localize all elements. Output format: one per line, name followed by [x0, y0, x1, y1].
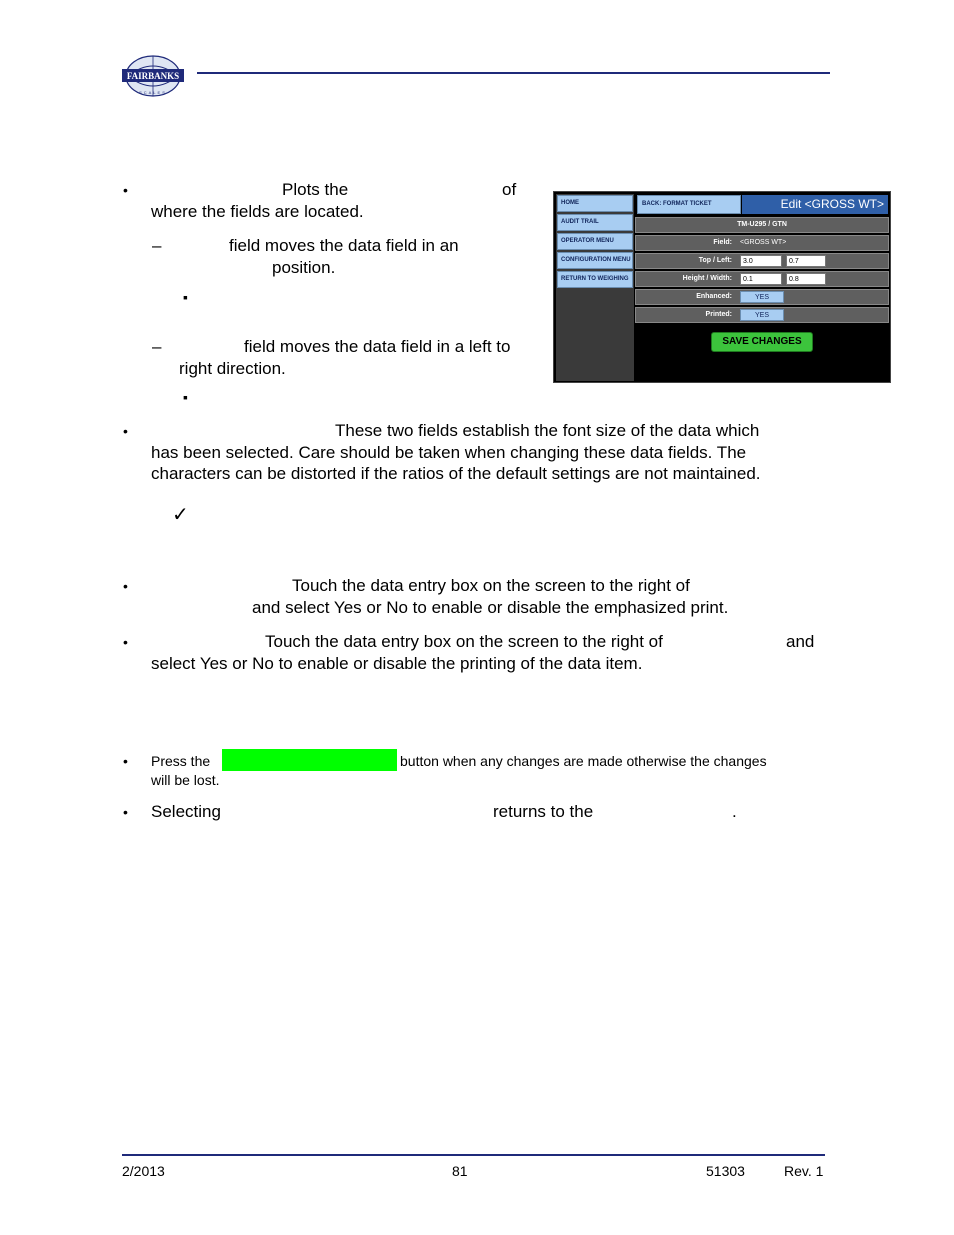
enhanced-row [635, 289, 889, 305]
footer-page-number: 81 [452, 1163, 468, 1179]
printed-label: Printed: [705, 311, 732, 318]
field-label: Field: [713, 239, 732, 246]
menu-home-button[interactable]: HOME [557, 195, 633, 212]
p2-line2: has been selected. Care should be taken when changing these data fields. The [151, 443, 747, 462]
left-input[interactable]: 0.7 [786, 255, 826, 267]
edit-title: Edit <GROSS WT> [742, 195, 888, 214]
bullet: • [123, 578, 128, 594]
height-input[interactable]: 0.1 [740, 273, 782, 285]
p2-line3: characters can be distorted if the ratios of the default settings are not maintained. [151, 464, 761, 483]
field-row [635, 235, 889, 251]
format-title: TM-U295 / GTN [737, 221, 787, 228]
top-left-row [635, 253, 889, 269]
bullet: • [123, 634, 128, 650]
edit-field-screen [553, 191, 891, 383]
square-bullet: ▪ [183, 389, 188, 405]
menu-audit-trail-button[interactable]: AUDIT TRAIL [557, 214, 633, 231]
note-line1-a: Press the [151, 753, 211, 769]
dash: – [152, 236, 162, 255]
note-line2: will be lost. [151, 772, 220, 788]
footer-date: 2/2013 [122, 1163, 165, 1179]
p5-text-c: . [732, 802, 737, 821]
printed-row [635, 307, 889, 323]
bullet: • [123, 804, 128, 820]
p1-text-b: of [502, 180, 517, 199]
back-format-ticket-button[interactable]: BACK: FORMAT TICKET [637, 195, 741, 214]
p1-text-a: Plots the [282, 180, 349, 199]
save-changes-highlight [222, 749, 397, 771]
top-input[interactable]: 3.0 [740, 255, 782, 267]
square-bullet: ▪ [183, 289, 188, 305]
top-left-label: Top / Left: [698, 257, 732, 264]
p5-text-a: Selecting [151, 802, 221, 821]
enhanced-select[interactable]: YES [740, 291, 784, 303]
height-width-row [635, 271, 889, 287]
save-changes-button[interactable]: SAVE CHANGES [711, 332, 813, 352]
p1-sub1-b: position. [272, 258, 336, 277]
logo-text: FAIRBANKS [126, 71, 180, 81]
side-menu [556, 194, 634, 381]
dash: – [152, 337, 162, 356]
format-title-row [635, 217, 889, 233]
logo-subtext: SCALES [139, 90, 167, 95]
height-width-label: Height / Width: [682, 275, 732, 282]
p1-sub1-a: field moves the data field in an [229, 236, 459, 255]
header-rule [197, 72, 830, 74]
bullet: • [123, 182, 128, 198]
p1-line2: where the fields are located. [151, 202, 364, 221]
p5-text-b: returns to the [493, 802, 594, 821]
menu-operator-button[interactable]: OPERATOR MENU [557, 233, 633, 250]
bullet: • [123, 753, 128, 769]
footer-revision: Rev. 1 [784, 1163, 824, 1179]
footer-doc-number: 51303 [706, 1163, 745, 1179]
menu-return-weighing-button[interactable]: RETURN TO WEIGHING [557, 271, 633, 288]
field-value: <GROSS WT> [740, 239, 787, 246]
footer-rule [122, 1154, 825, 1156]
note-line1-b: button when any changes are made otherwise the changes [400, 753, 767, 769]
p4-line1-end: and [786, 632, 815, 651]
printed-select[interactable]: YES [740, 309, 784, 321]
p3-line2: and select Yes or No to enable or disable the emphasized print. [252, 598, 729, 617]
p1-sub2-b: right direction. [179, 359, 286, 378]
width-input[interactable]: 0.8 [786, 273, 826, 285]
checkmark-icon: ✓ [172, 504, 189, 526]
menu-configuration-button[interactable]: CONFIGURATION MENU [557, 252, 633, 269]
p4-line2: select Yes or No to enable or disable the printing of the data item. [151, 654, 643, 673]
bullet: • [123, 423, 128, 439]
p1-sub2-a: field moves the data field in a left to [244, 337, 511, 356]
fairbanks-logo [122, 54, 184, 98]
p3-line1: Touch the data entry box on the screen to the right of [292, 576, 690, 595]
p2-line1: These two fields establish the font size of the data which [335, 421, 760, 440]
enhanced-label: Enhanced: [696, 293, 732, 300]
p4-line1: Touch the data entry box on the screen to the right of [265, 632, 663, 651]
